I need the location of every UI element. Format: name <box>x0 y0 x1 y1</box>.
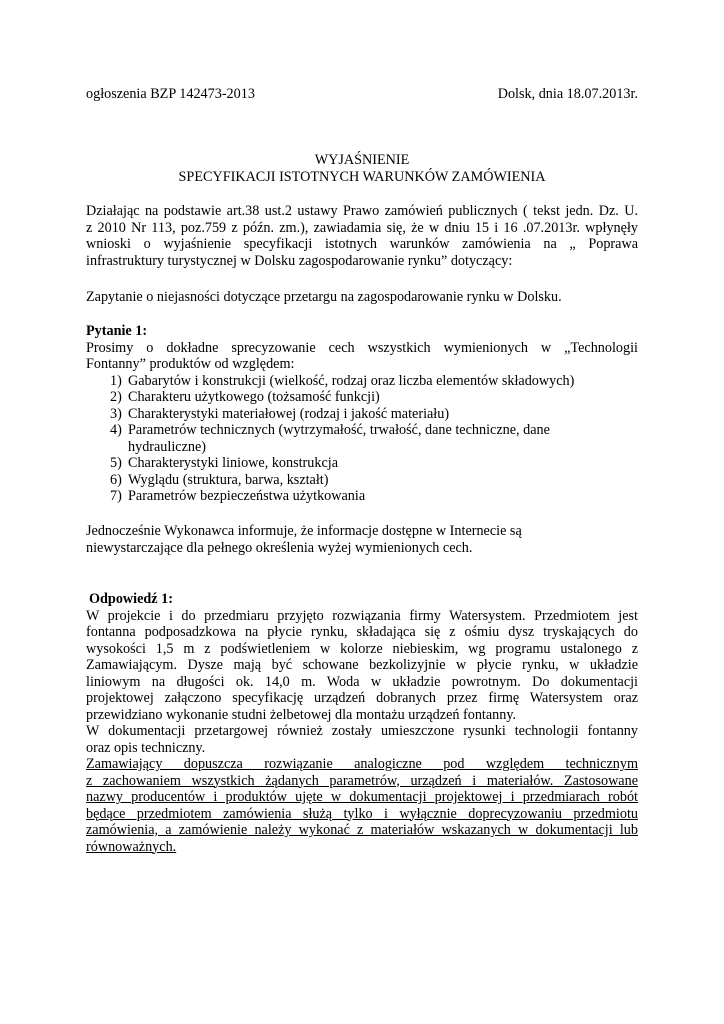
list-text: Parametrów technicznych (wytrzymałość, trwałość, dane techniczne, dane <box>128 422 550 438</box>
list-text: Charakterystyki materiałowej (rodzaj i jakość materiału) <box>128 405 450 422</box>
answer-line: W dokumentacji przetargowej również zostały umieszczone rysunki technologii fontanny <box>86 723 638 739</box>
list-number: 2) <box>110 389 122 405</box>
underlined-line: zamówienia, a zamówienie należy wykonać z materiałów wskazanych w dokumentacji lub <box>86 822 638 838</box>
document-subtitle: SPECYFIKACJI ISTOTNYCH WARUNKÓW ZAMÓWIENIA <box>178 169 546 185</box>
list-text: Wyglądu (struktura, barwa, kształt) <box>128 471 329 488</box>
answer-line: W projekcie i do przedmiaru przyjęto rozwiązania firmy Watersystem. Przedmiotem jest <box>86 607 638 624</box>
underlined-line: z zachowaniem wszystkich żądanych parametrów, urządzeń i materiałów. Zastosowane <box>86 772 638 789</box>
list-number: 3) <box>110 405 122 422</box>
list-item <box>86 422 638 455</box>
intro-line: z 2010 Nr 113, poz.759 z późn. zm.), zawiadamia się, że w dniu 15 i 16 .07.2013r. wpłynęły <box>86 219 638 236</box>
answer-line: liniowym na długości ok. 14,0 m. Woda w układzie powrotnym. Do dokumentacji <box>86 673 638 690</box>
answer-line: wysokości 1,5 m z podświetleniem w kolorze niebieskim, wg programu ustalonego z <box>86 640 638 657</box>
list-text: Charakteru użytkowego (tożsamość funkcji) <box>128 389 380 405</box>
document-date: Dolsk, dnia 18.07.2013r. <box>497 86 638 102</box>
underlined-line: Zamawiający dopuszcza rozwiązanie analogiczne pod względem technicznym <box>86 756 638 772</box>
intro-line: wnioski o wyjaśnienie specyfikacji istotnych warunków zamówienia na „ Poprawa <box>86 236 638 252</box>
list-text-continuation: hydrauliczne) <box>128 438 206 455</box>
list-number: 1) <box>110 372 122 389</box>
note-line: niewystarczające dla pełnego określenia wyżej wymienionych cech. <box>86 539 473 556</box>
list-item <box>86 389 638 406</box>
answer-line: fontanna podposadzkowa na płycie rynku, składająca się z ośmiu dysz tryskających do <box>86 624 638 640</box>
list-text: Parametrów bezpieczeństwa użytkowania <box>128 488 366 504</box>
contractor-note <box>86 523 638 556</box>
intro-line: Działając na podstawie art.38 ust.2 ustawy Prawo zamówień publicznych ( tekst jedn. Dz. U. <box>86 203 638 219</box>
inquiry-text: Zapytanie o niejasności dotyczące przetargu na zagospodarowanie rynku w Dolsku. <box>86 289 562 305</box>
list-item <box>86 373 638 390</box>
question-1 <box>86 323 638 505</box>
answer-line: Zamawiającym. Dysze mają być schowane bezkolizyjnie w płycie rynku, w układzie <box>86 657 638 673</box>
list-number: 5) <box>110 455 122 471</box>
announcement-reference: ogłoszenia BZP 142473-2013 <box>86 86 255 102</box>
list-item <box>86 455 638 472</box>
list-text: Charakterystyki liniowe, konstrukcja <box>128 455 339 471</box>
list-item <box>86 488 638 505</box>
intro-paragraph <box>86 203 638 269</box>
question-line: Fontanny” produktów od względem: <box>86 356 295 372</box>
answer-line: przewidziano wykonanie studni żelbetowej dla montażu urządzeń fontanny. <box>86 706 517 723</box>
inquiry-paragraph <box>86 289 638 306</box>
answer-line: oraz opis techniczny. <box>86 739 206 756</box>
question-line: Prosimy o dokładne sprecyzowanie cech wszystkich wymienionych w „Technologii <box>86 339 638 356</box>
underlined-line: równoważnych. <box>86 838 177 855</box>
intro-line: infrastruktury turystycznej w Dolsku zagospodarowanie rynku” dotyczący: <box>86 252 513 269</box>
document-title: WYJAŚNIENIE <box>314 152 410 168</box>
question-list <box>86 373 638 505</box>
question-heading: Pytanie 1: <box>86 323 148 339</box>
answer-1 <box>86 591 638 855</box>
underlined-line: będące przedmiotem zamówienia służą tylko i wyłącznie doprecyzowaniu przedmiotu <box>86 805 638 822</box>
list-number: 4) <box>110 422 122 438</box>
note-line: Jednocześnie Wykonawca informuje, że informacje dostępne w Internecie są <box>86 523 522 539</box>
underlined-line: nazwy producentów i produktów ujęte w dokumentacji projektowej i przedmiarach robót <box>86 789 638 805</box>
answer-heading: Odpowiedź 1: <box>89 591 173 607</box>
list-item <box>86 472 638 489</box>
answer-line: projektowej załączono specyfikację urządzeń dobranych przez firmę Watersystem oraz <box>86 690 638 706</box>
list-number: 7) <box>110 488 122 504</box>
list-number: 6) <box>110 471 122 488</box>
list-text: Gabarytów i konstrukcji (wielkość, rodzaj oraz liczba elementów składowych) <box>128 372 575 389</box>
list-item <box>86 406 638 423</box>
